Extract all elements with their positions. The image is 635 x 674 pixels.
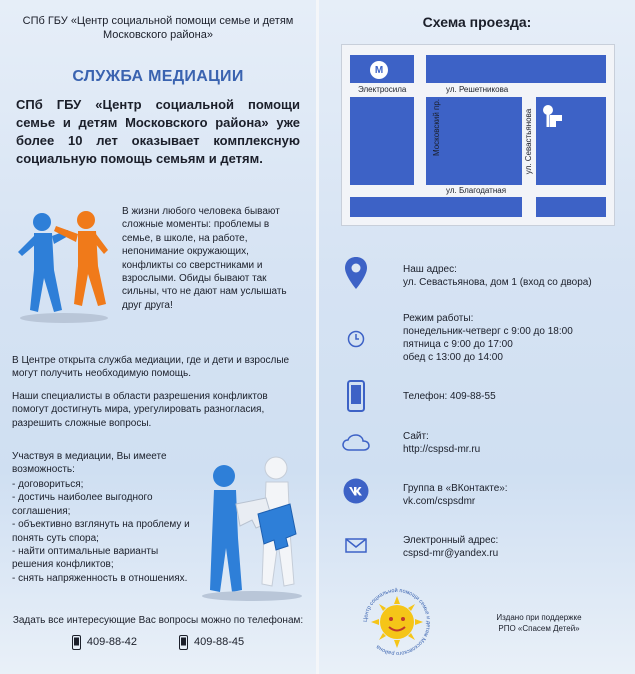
support-line-2: РПО «Спасем Детей» — [498, 624, 580, 633]
address-value: ул. Севастьянова, дом 1 (вход со двора) — [403, 277, 592, 288]
cloud-icon — [341, 434, 371, 452]
org-line-2: Московского района» — [103, 29, 213, 41]
street-label-bottom: ул. Благодатная — [446, 186, 507, 195]
organization-name — [16, 14, 300, 42]
organization-sun-logo — [357, 582, 437, 662]
lead-paragraph: СПб ГБУ «Центр социальной помощи семье и детям Московского района» уже более 10 лет оказывает комплексную социальную помощь семьям и детям. — [16, 97, 300, 166]
people-puzzle-illustration — [196, 452, 308, 602]
participate-paragraph: Участвуя в медиации, Вы имеете возможность: — [12, 451, 167, 476]
metro-label: Электросила — [358, 85, 407, 94]
map-pin-icon — [341, 256, 371, 290]
list-item: - найти оптимальные варианты решения конфликтов; — [12, 546, 159, 571]
phone-icon — [341, 380, 371, 412]
email-label: Электронный адрес: — [403, 535, 499, 546]
center-paragraph: В Центре открыта служба медиации, где и дети и взрослые могут получить необходимую помощь. — [12, 355, 290, 380]
location-marker-icon — [542, 103, 564, 129]
map-heading: Схема проезда: — [422, 14, 532, 30]
envelope-icon — [341, 538, 371, 553]
hours-block — [403, 312, 623, 364]
logo-text: Центр социальной помощи семье и детям Московского района — [362, 587, 432, 657]
phone-number-2: 409-88-45 — [194, 636, 245, 648]
address-label: Наш адрес: — [403, 264, 457, 275]
clock-icon — [341, 330, 371, 348]
hours-line: пятница с 9:00 до 17:00 — [403, 339, 513, 350]
support-note — [469, 612, 609, 634]
org-line-1: СПб ГБУ «Центр социальной помощи семье и детям — [22, 15, 294, 27]
street-label-right: ул. Севастьянова — [524, 108, 534, 175]
phone-item[interactable] — [72, 635, 137, 650]
map-block — [350, 97, 414, 185]
list-item: - достичь наиболее выгодного соглашения; — [12, 492, 153, 517]
page-title: СЛУЖБА МЕДИАЦИИ — [72, 68, 244, 85]
route-map — [341, 44, 615, 226]
ask-text: Задать все интересующие Вас вопросы можно по телефонам: — [12, 615, 304, 626]
hours-line: понедельник-четверг с 9:00 до 18:00 — [403, 326, 573, 337]
metro-icon: М — [370, 61, 388, 79]
phone-number-1: 409-88-42 — [86, 636, 137, 648]
vk-block — [403, 482, 623, 508]
map-block — [426, 55, 606, 83]
phones-block — [12, 614, 304, 650]
vk-icon — [341, 478, 371, 504]
site-link[interactable]: http://cspsd-mr.ru — [403, 444, 481, 455]
email-link[interactable]: cspsd-mr@yandex.ru — [403, 548, 499, 559]
vk-label: Группа в «ВКонтакте»: — [403, 483, 508, 494]
phone-value[interactable]: Телефон: 409-88-55 — [403, 391, 496, 402]
vk-link[interactable]: vk.com/cspsdmr — [403, 496, 476, 507]
support-line-1: Издано при поддержке — [496, 613, 582, 622]
list-item: - договориться; — [12, 479, 84, 490]
options-list — [12, 478, 200, 585]
phone-item[interactable] — [179, 635, 244, 650]
email-block — [403, 534, 623, 560]
right-panel — [319, 0, 635, 674]
people-conflict-illustration — [12, 200, 116, 328]
left-panel — [0, 0, 316, 674]
site-block — [403, 430, 623, 456]
street-label-left: Московский пр. — [432, 98, 442, 157]
list-item: - снять напряженность в отношениях. — [12, 572, 188, 584]
address-block — [403, 263, 623, 289]
street-label-top: ул. Решетникова — [446, 85, 509, 94]
map-block — [536, 197, 606, 217]
hours-label: Режим работы: — [403, 313, 474, 324]
hours-line: обед с 13:00 до 14:00 — [403, 352, 503, 363]
site-label: Сайт: — [403, 431, 429, 442]
mobile-phone-icon — [72, 635, 81, 650]
mobile-phone-icon — [179, 635, 188, 650]
map-block — [350, 197, 522, 217]
list-item: - объективно взглянуть на проблему и понять суть спора; — [12, 519, 190, 544]
intro-paragraph: В жизни любого человека бывают сложные моменты: проблемы в семье, в школе, на работе, непонимание окружающих, конфликты со сверстниками и взрослыми. Обиды бывают так сильны, что не дают нам услышать друг друга! — [122, 206, 287, 311]
specialists-paragraph: Наши специалисты в области разрешения конфликтов помогут достигнуть мира, урегулировать разногласия, разрешить сложные вопросы. — [12, 391, 268, 429]
